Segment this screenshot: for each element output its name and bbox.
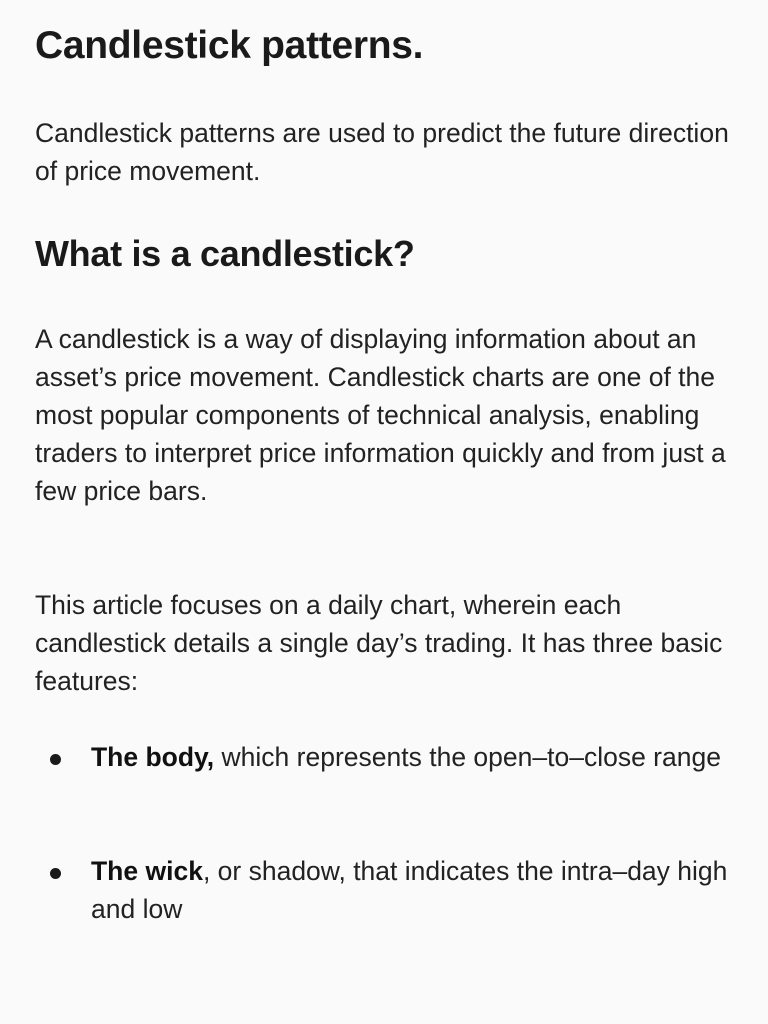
bullet-dot-icon [50,868,61,879]
section-heading: What is a candlestick? [35,233,415,274]
list-item-description: , or shadow, that indicates the intra–day high and low [91,856,728,924]
bullet-dot-icon [50,754,61,765]
list-item-term: The body, [91,742,215,772]
list-item-description: which represents the open–to–close range [214,742,721,772]
list-item [35,852,735,928]
list-item-text [91,738,735,776]
body-paragraph-1: A candlestick is a way of displaying information about an asset’s price movement. Candlestick charts are one of the most popular components of technical analysis, enabling traders to interpret price information quickly and from just a few price bars. [35,324,726,506]
intro-paragraph: Candlestick patterns are used to predict the future direction of price movement. [35,118,729,186]
list-item [35,738,735,776]
body-paragraph-2: This article focuses on a daily chart, wherein each candlestick details a single day’s trading. It has three basic features: [35,590,723,696]
list-item-term: The wick [91,856,203,886]
list-item-text [91,852,735,928]
page-title: Candlestick patterns. [35,24,424,67]
